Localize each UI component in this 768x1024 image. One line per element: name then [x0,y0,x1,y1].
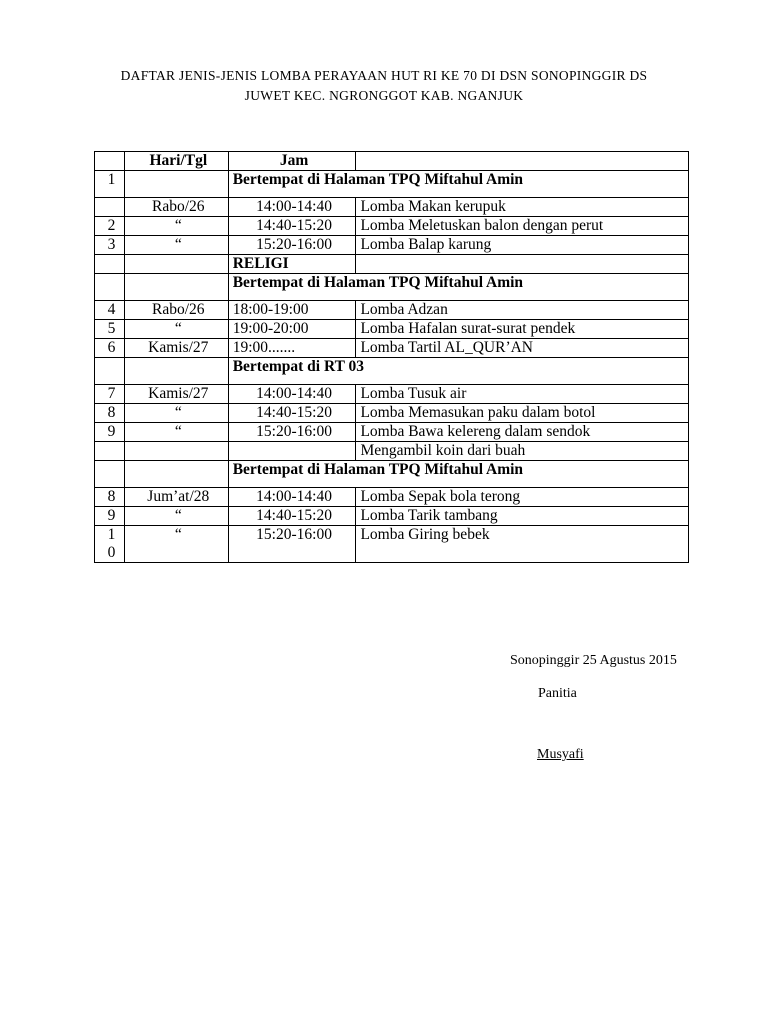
row-day: “ [124,236,228,255]
row-day: “ [124,526,228,563]
row-no: 6 [95,339,125,358]
signature-role: Panitia [538,686,577,701]
table-row [95,526,689,563]
row-day: Kamis/27 [124,339,228,358]
section-row-religi [95,255,689,274]
empty-cell [95,461,125,488]
row-no: 9 [95,423,125,442]
table-row [95,423,689,442]
table-row [95,217,689,236]
row-time: 14:00-14:40 [228,198,356,217]
venue-row [95,358,689,385]
row-day: “ [124,423,228,442]
row-event: Lomba Sepak bola terong [356,488,689,507]
row-time: 15:20-16:00 [228,526,356,563]
table-row [95,488,689,507]
table-row [95,404,689,423]
row-event: Lomba Tarik tambang [356,507,689,526]
row-day: “ [124,320,228,339]
row-time: 19:00....... [228,339,356,358]
row-time: 15:20-16:00 [228,236,356,255]
venue-row [95,171,689,198]
row-time: 14:40-15:20 [228,404,356,423]
signature-name: Musyafi [537,747,584,762]
row-event: Lomba Balap karung [356,236,689,255]
row-time: 14:00-14:40 [228,385,356,404]
title-line-2: JUWET KEC. NGRONGGOT KAB. NGANJUK [244,88,524,103]
row-day [124,171,228,198]
table-row [95,301,689,320]
row-time: 18:00-19:00 [228,301,356,320]
row-event: Lomba Hafalan surat-surat pendek [356,320,689,339]
header-event [356,152,689,171]
row-day [124,442,228,461]
table-row [95,320,689,339]
row-no-digit-1: 1 [107,526,116,543]
header-no [95,152,125,171]
row-time: 14:40-15:20 [228,507,356,526]
empty-cell [124,255,228,274]
table-row [95,198,689,217]
row-no: 4 [95,301,125,320]
header-day: Hari/Tgl [124,152,228,171]
row-no: 9 [95,507,125,526]
empty-cell [124,461,228,488]
row-day: “ [124,507,228,526]
title-line-1: DAFTAR JENIS-JENIS LOMBA PERAYAAN HUT RI KE 70 DI DSN SONOPINGGIR DS [120,68,648,83]
venue-row [95,274,689,301]
schedule-table [94,151,689,563]
venue-label: Bertempat di Halaman TPQ Miftahul Amin [228,171,688,198]
row-time: 19:00-20:00 [228,320,356,339]
row-no: 7 [95,385,125,404]
row-no-digit-2: 0 [107,544,116,561]
row-no: 2 [95,217,125,236]
row-time: 15:20-16:00 [228,423,356,442]
row-event: Lomba Makan kerupuk [356,198,689,217]
table-row [95,507,689,526]
row-event: Lomba Tusuk air [356,385,689,404]
empty-cell [124,274,228,301]
row-no [95,526,125,563]
row-day: “ [124,217,228,236]
empty-cell [95,358,125,385]
table-row [95,385,689,404]
row-event: Lomba Adzan [356,301,689,320]
venue-label: Bertempat di RT 03 [228,358,688,385]
row-no: 8 [95,404,125,423]
venue-label: Bertempat di Halaman TPQ Miftahul Amin [228,461,688,488]
empty-cell [95,255,125,274]
venue-label: Bertempat di Halaman TPQ Miftahul Amin [228,274,688,301]
table-row [95,236,689,255]
row-day: Jum’at/28 [124,488,228,507]
row-time: 14:40-15:20 [228,217,356,236]
row-time: 14:00-14:40 [228,488,356,507]
empty-cell [124,358,228,385]
row-event: Mengambil koin dari buah [356,442,689,461]
row-day: Rabo/26 [124,301,228,320]
document-title [60,66,708,106]
signature-place-date: Sonopinggir 25 Agustus 2015 [510,653,677,668]
row-no [95,442,125,461]
row-no [95,198,125,217]
empty-cell [356,255,689,274]
venue-row [95,461,689,488]
table-header-row [95,152,689,171]
row-time [228,442,356,461]
row-no: 5 [95,320,125,339]
row-no: 3 [95,236,125,255]
section-label: RELIGI [228,255,356,274]
table-row [95,442,689,461]
row-no: 1 [95,171,125,198]
row-day: “ [124,404,228,423]
header-time: Jam [228,152,356,171]
row-event: Lomba Bawa kelereng dalam sendok [356,423,689,442]
row-no: 8 [95,488,125,507]
row-event: Lomba Giring bebek [356,526,689,563]
row-event: Lomba Meletuskan balon dengan perut [356,217,689,236]
row-event: Lomba Memasukan paku dalam botol [356,404,689,423]
row-day: Kamis/27 [124,385,228,404]
empty-cell [95,274,125,301]
row-day: Rabo/26 [124,198,228,217]
row-event: Lomba Tartil AL_QUR’AN [356,339,689,358]
table-row [95,339,689,358]
